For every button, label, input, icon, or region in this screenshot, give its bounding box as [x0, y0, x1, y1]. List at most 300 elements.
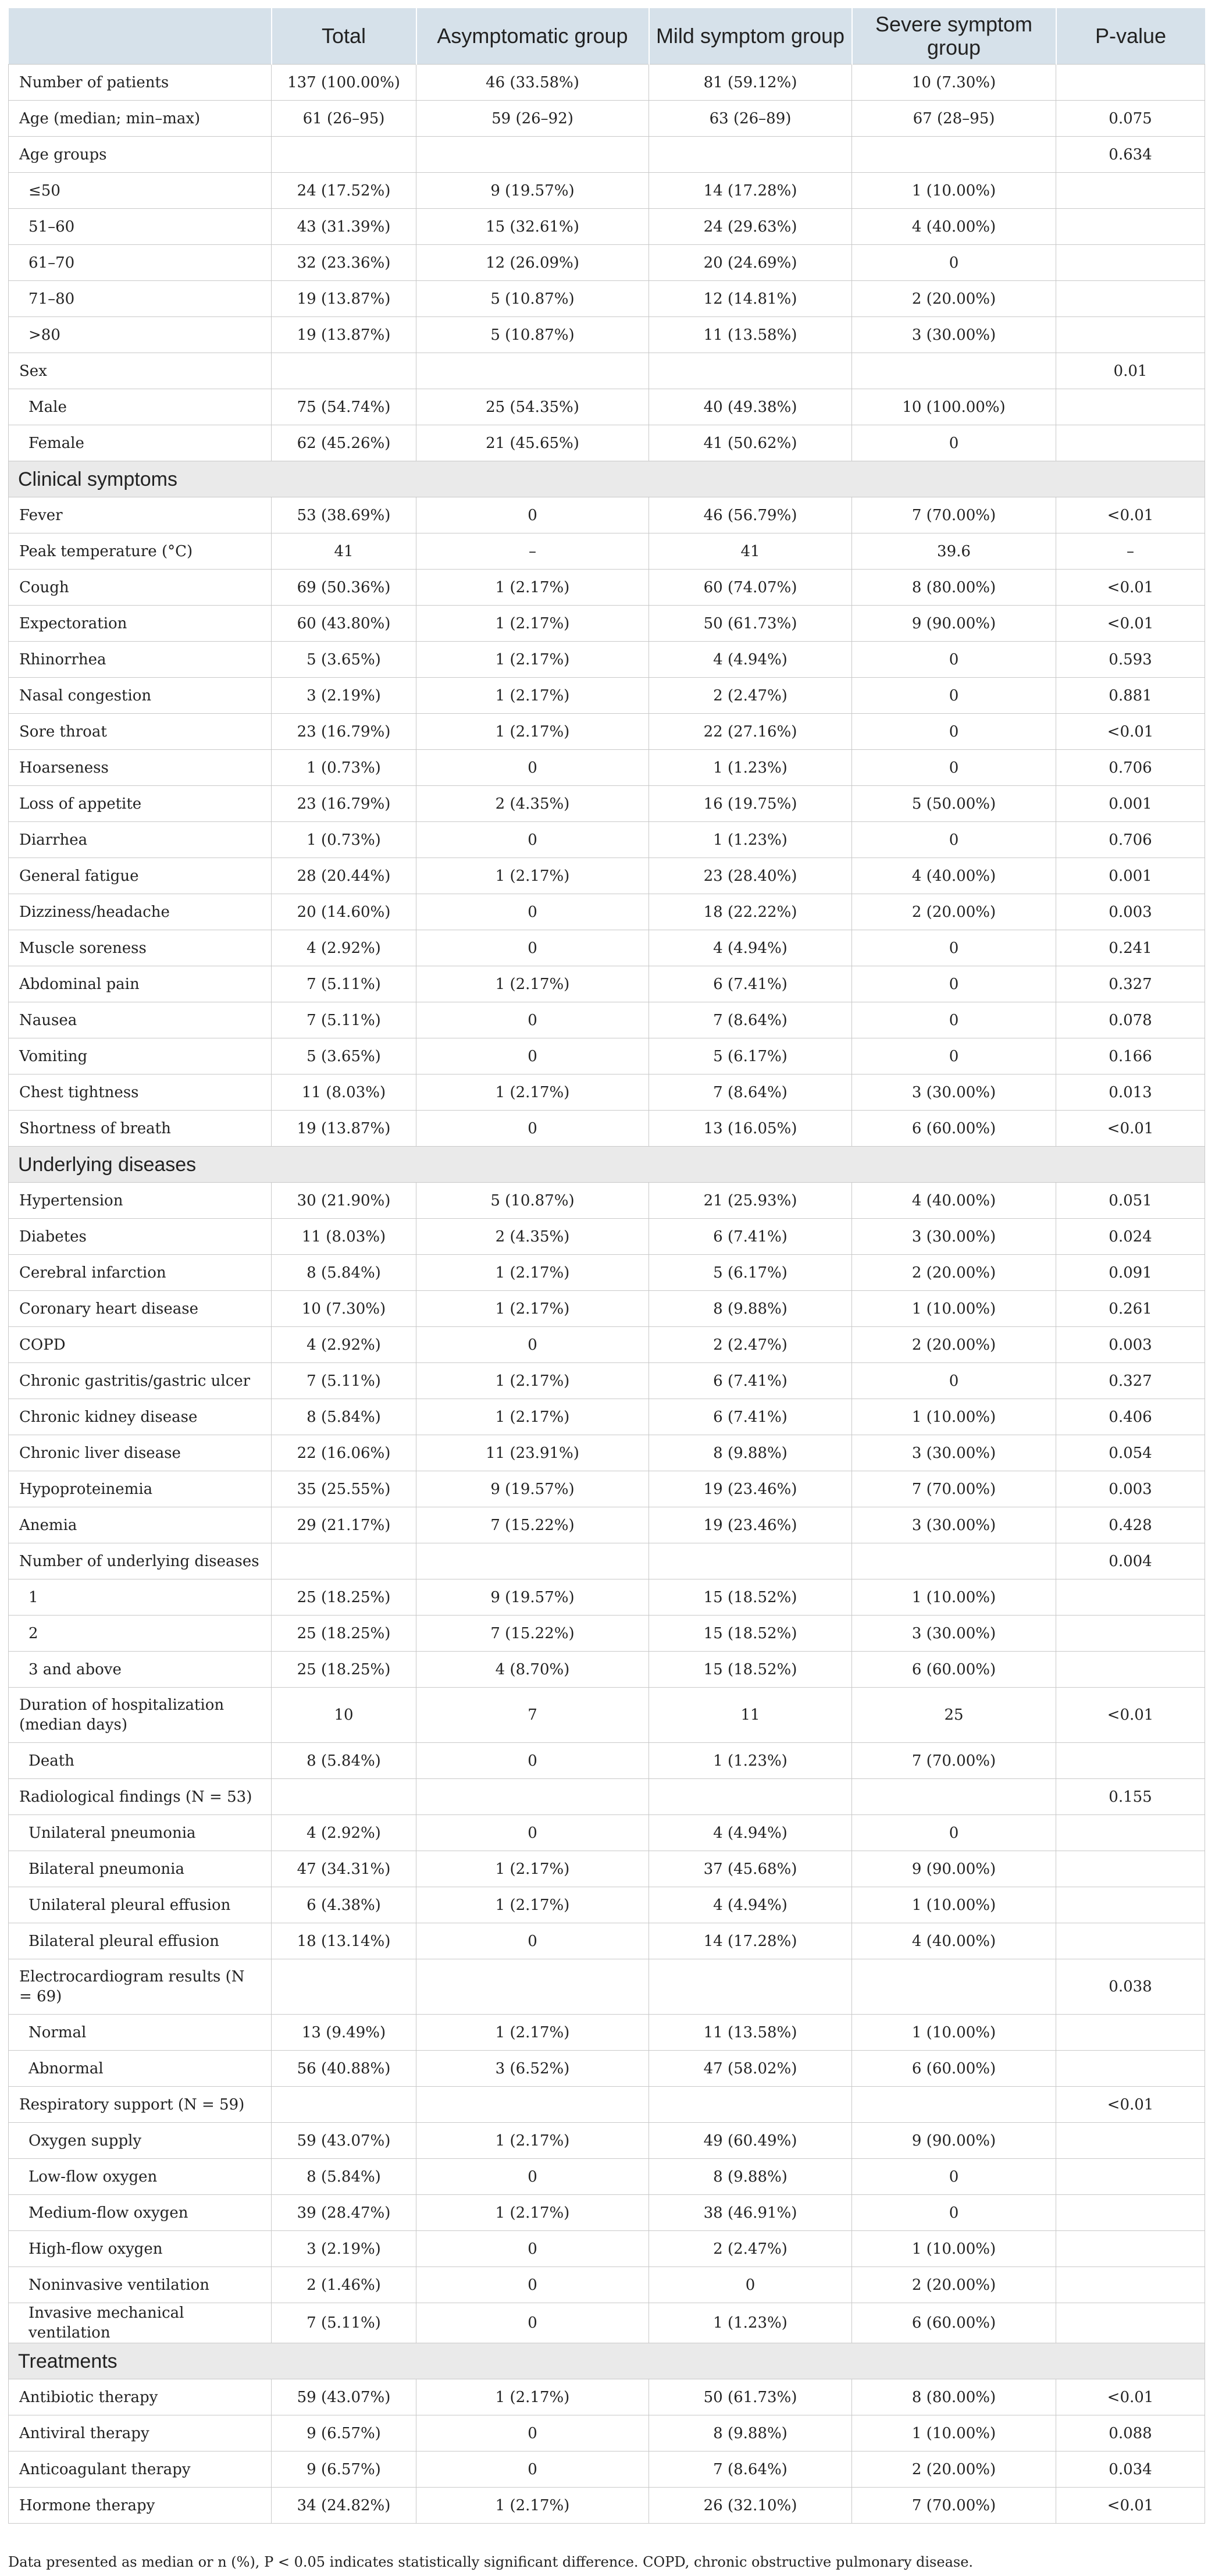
table-cell: 0 [852, 2159, 1056, 2195]
table-cell: 6 (7.41%) [649, 1399, 852, 1435]
row-label: Shortness of breath [9, 1111, 272, 1147]
row-label: 61–70 [9, 245, 272, 281]
table-cell: 19 (23.46%) [649, 1471, 852, 1507]
table-cell: 0 [852, 750, 1056, 786]
table-cell: 3 (30.00%) [852, 1074, 1056, 1111]
table-cell [1056, 2231, 1205, 2267]
table-cell: 9 (90.00%) [852, 606, 1056, 642]
table-cell [1056, 209, 1205, 245]
table-cell: 1 (2.17%) [416, 2123, 649, 2159]
table-cell: 7 (70.00%) [852, 2488, 1056, 2524]
table-row [9, 2231, 1205, 2267]
table-cell: 2 (4.35%) [416, 786, 649, 822]
table-cell: 43 (31.39%) [272, 209, 416, 245]
table-cell: 4 (40.00%) [852, 209, 1056, 245]
header-row [9, 8, 1205, 65]
header-cell-0 [9, 8, 272, 65]
table-cell: 0.091 [1056, 1255, 1205, 1291]
table-row [9, 1291, 1205, 1327]
table-cell: 21 (45.65%) [416, 425, 649, 461]
table-cell: 11 (23.91%) [416, 1435, 649, 1471]
section-header-row [9, 461, 1205, 497]
table-cell: 0.706 [1056, 750, 1205, 786]
table-row [9, 1743, 1205, 1779]
table-cell: 5 (50.00%) [852, 786, 1056, 822]
table-cell: 41 [272, 533, 416, 570]
table-row [9, 101, 1205, 137]
table-row [9, 2415, 1205, 2452]
table-row [9, 786, 1205, 822]
table-cell: 11 (8.03%) [272, 1219, 416, 1255]
table-cell: <0.01 [1056, 2488, 1205, 2524]
table-cell: 59 (43.07%) [272, 2123, 416, 2159]
row-label: Nasal congestion [9, 678, 272, 714]
table-cell: 0.051 [1056, 1183, 1205, 1219]
table-cell: 0 [649, 2267, 852, 2303]
row-label: Peak temperature (°C) [9, 533, 272, 570]
table-cell: 15 (18.52%) [649, 1616, 852, 1652]
table-cell: 1 (2.17%) [416, 1255, 649, 1291]
table-cell: 0 [416, 1111, 649, 1147]
table-cell: 7 (70.00%) [852, 1743, 1056, 1779]
table-cell: 9 (19.57%) [416, 1471, 649, 1507]
row-label: Duration of hospitalization (median days) [9, 1688, 272, 1743]
table-cell: 6 (60.00%) [852, 2051, 1056, 2087]
table-cell: 8 (80.00%) [852, 570, 1056, 606]
table-cell: 1 (10.00%) [852, 1579, 1056, 1616]
table-cell: 2 (2.47%) [649, 2231, 852, 2267]
table-body [9, 65, 1205, 2524]
table-cell: 9 (6.57%) [272, 2452, 416, 2488]
table-cell: 25 (54.35%) [416, 389, 649, 425]
table-cell: 10 (7.30%) [272, 1291, 416, 1327]
table-cell [1056, 425, 1205, 461]
table-cell: 0.024 [1056, 1219, 1205, 1255]
table-cell: 18 (13.14%) [272, 1923, 416, 1959]
row-label: COPD [9, 1327, 272, 1363]
table-cell: 14 (17.28%) [649, 173, 852, 209]
table-row [9, 1219, 1205, 1255]
table-cell: 8 (9.88%) [649, 1291, 852, 1327]
table-row [9, 425, 1205, 461]
table-cell: 0.634 [1056, 137, 1205, 173]
table-cell: 0.428 [1056, 1507, 1205, 1543]
table-cell: 0 [416, 894, 649, 930]
table-row [9, 353, 1205, 389]
table-cell: 1 (2.17%) [416, 714, 649, 750]
table-cell: 23 (16.79%) [272, 786, 416, 822]
table-cell: 19 (13.87%) [272, 317, 416, 353]
table-cell: 35 (25.55%) [272, 1471, 416, 1507]
row-label: Muscle soreness [9, 930, 272, 966]
table-cell: 0 [852, 930, 1056, 966]
row-label: Sore throat [9, 714, 272, 750]
table-cell: 56 (40.88%) [272, 2051, 416, 2087]
table-cell: 0 [852, 1815, 1056, 1851]
table-cell: 0.406 [1056, 1399, 1205, 1435]
table-cell: 22 (16.06%) [272, 1435, 416, 1471]
table-cell: 2 (2.47%) [649, 678, 852, 714]
table-cell: 0 [416, 2231, 649, 2267]
table-cell: 2 (2.47%) [649, 1327, 852, 1363]
table-cell: 60 (74.07%) [649, 570, 852, 606]
table-cell: 24 (29.63%) [649, 209, 852, 245]
table-cell [1056, 1923, 1205, 1959]
table-cell: 22 (27.16%) [649, 714, 852, 750]
table-row [9, 2015, 1205, 2051]
table-cell: 7 (15.22%) [416, 1507, 649, 1543]
table-cell: 1 (2.17%) [416, 678, 649, 714]
table-cell: 7 (8.64%) [649, 1002, 852, 1038]
table-row [9, 389, 1205, 425]
row-label: Female [9, 425, 272, 461]
table-cell [1056, 173, 1205, 209]
table-cell: 21 (25.93%) [649, 1183, 852, 1219]
table-cell: 32 (23.36%) [272, 245, 416, 281]
table-cell: 25 [852, 1688, 1056, 1743]
table-cell: 8 (5.84%) [272, 1743, 416, 1779]
table-cell: 3 (30.00%) [852, 1219, 1056, 1255]
table-cell: 41 (50.62%) [649, 425, 852, 461]
table-row [9, 822, 1205, 858]
table-cell: 0.075 [1056, 101, 1205, 137]
table-cell: 26 (32.10%) [649, 2488, 852, 2524]
table-cell: 23 (16.79%) [272, 714, 416, 750]
table-row [9, 1111, 1205, 1147]
table-cell: 59 (26–92) [416, 101, 649, 137]
table-cell: 1 (1.23%) [649, 2303, 852, 2343]
table-cell [649, 1959, 852, 2015]
table-cell: 2 (20.00%) [852, 2452, 1056, 2488]
table-cell: 0 [852, 2195, 1056, 2231]
table-row [9, 2195, 1205, 2231]
table-row [9, 497, 1205, 533]
row-label: 1 [9, 1579, 272, 1616]
table-cell: 4 (40.00%) [852, 858, 1056, 894]
table-cell [1056, 1887, 1205, 1923]
table-row [9, 1959, 1205, 2015]
table-cell: 7 (5.11%) [272, 1363, 416, 1399]
table-cell: 19 (13.87%) [272, 1111, 416, 1147]
table-cell: 0.001 [1056, 858, 1205, 894]
table-cell: 1 (2.17%) [416, 1074, 649, 1111]
table-cell: 1 (10.00%) [852, 2231, 1056, 2267]
table-cell: 7 (5.11%) [272, 966, 416, 1002]
row-label: Bilateral pleural effusion [9, 1923, 272, 1959]
table-cell: 1 (10.00%) [852, 1291, 1056, 1327]
table-cell: 0 [416, 2267, 649, 2303]
patient-characteristics-table [8, 8, 1205, 2524]
table-cell: 1 (2.17%) [416, 966, 649, 1002]
table-cell: 8 (5.84%) [272, 1399, 416, 1435]
table-cell [852, 1543, 1056, 1579]
table-cell: 4 (4.94%) [649, 642, 852, 678]
table-cell [649, 1543, 852, 1579]
section-title: Clinical symptoms [9, 461, 1205, 497]
table-cell: 0.327 [1056, 966, 1205, 1002]
table-cell: 0.088 [1056, 2415, 1205, 2452]
row-label: Anticoagulant therapy [9, 2452, 272, 2488]
table-cell: 11 (13.58%) [649, 2015, 852, 2051]
table-cell: 0.054 [1056, 1435, 1205, 1471]
table-cell: <0.01 [1056, 570, 1205, 606]
table-cell: 20 (24.69%) [649, 245, 852, 281]
row-label: Electrocardiogram results (N = 69) [9, 1959, 272, 2015]
table-cell [1056, 317, 1205, 353]
table-cell: 0.261 [1056, 1291, 1205, 1327]
table-cell: 0 [416, 497, 649, 533]
table-row [9, 2051, 1205, 2087]
table-cell: 11 [649, 1688, 852, 1743]
table-cell [1056, 2015, 1205, 2051]
row-label: Chest tightness [9, 1074, 272, 1111]
section-title: Treatments [9, 2343, 1205, 2379]
row-label: Diabetes [9, 1219, 272, 1255]
table-cell: 50 (61.73%) [649, 606, 852, 642]
table-cell: 30 (21.90%) [272, 1183, 416, 1219]
table-cell: 0.166 [1056, 1038, 1205, 1074]
table-cell: 6 (4.38%) [272, 1887, 416, 1923]
table-row [9, 2303, 1205, 2343]
table-cell: 9 (19.57%) [416, 173, 649, 209]
table-cell: 60 (43.80%) [272, 606, 416, 642]
table-cell: 11 (13.58%) [649, 317, 852, 353]
table-cell: 0 [852, 714, 1056, 750]
table-row [9, 642, 1205, 678]
row-label: Oxygen supply [9, 2123, 272, 2159]
table-cell: 61 (26–95) [272, 101, 416, 137]
table-cell: 1 (1.23%) [649, 1743, 852, 1779]
table-cell: 1 (10.00%) [852, 1399, 1056, 1435]
table-cell: 5 (10.87%) [416, 281, 649, 317]
table-cell [852, 1959, 1056, 2015]
table-cell: 0 [852, 425, 1056, 461]
table-cell: 50 (61.73%) [649, 2379, 852, 2415]
table-cell: 75 (54.74%) [272, 389, 416, 425]
table-cell: 1 (1.23%) [649, 822, 852, 858]
table-cell: <0.01 [1056, 606, 1205, 642]
header-cell-asymptomatic: Asymptomatic group [416, 8, 649, 65]
table-cell: 0.327 [1056, 1363, 1205, 1399]
table-cell: 59 (43.07%) [272, 2379, 416, 2415]
table-cell: 4 (40.00%) [852, 1183, 1056, 1219]
row-label: Hypertension [9, 1183, 272, 1219]
table-cell: 2 (20.00%) [852, 1327, 1056, 1363]
row-label: Noninvasive ventilation [9, 2267, 272, 2303]
table-cell: 2 (20.00%) [852, 2267, 1056, 2303]
table-cell: 7 (5.11%) [272, 1002, 416, 1038]
table-cell: 0 [416, 2159, 649, 2195]
table-cell: 18 (22.22%) [649, 894, 852, 930]
table-row [9, 1327, 1205, 1363]
table-cell: 0 [416, 2303, 649, 2343]
table-row [9, 1616, 1205, 1652]
table-cell: 1 (2.17%) [416, 1851, 649, 1887]
table-row [9, 1074, 1205, 1111]
table-row [9, 894, 1205, 930]
table-cell: 2 (20.00%) [852, 1255, 1056, 1291]
table-cell: 4 (8.70%) [416, 1652, 649, 1688]
table-cell: 10 (7.30%) [852, 65, 1056, 101]
table-cell [416, 353, 649, 389]
row-label: ≤50 [9, 173, 272, 209]
table-cell: 1 (10.00%) [852, 2415, 1056, 2452]
table-cell [1056, 2267, 1205, 2303]
table-cell: 19 (23.46%) [649, 1507, 852, 1543]
table-cell: 1 (0.73%) [272, 750, 416, 786]
table-cell [272, 2087, 416, 2123]
table-cell [649, 1779, 852, 1815]
table-row [9, 137, 1205, 173]
table-cell: 38 (46.91%) [649, 2195, 852, 2231]
table-cell [1056, 1616, 1205, 1652]
table-cell [416, 1779, 649, 1815]
table-cell: 0 [416, 1327, 649, 1363]
table-cell: 6 (60.00%) [852, 2303, 1056, 2343]
row-label: Low-flow oxygen [9, 2159, 272, 2195]
table-row [9, 2488, 1205, 2524]
table-row [9, 1255, 1205, 1291]
row-label: Expectoration [9, 606, 272, 642]
row-label: Respiratory support (N = 59) [9, 2087, 272, 2123]
table-cell: 0 [852, 966, 1056, 1002]
table-cell: 24 (17.52%) [272, 173, 416, 209]
row-label: Diarrhea [9, 822, 272, 858]
table-cell: 1 (2.17%) [416, 570, 649, 606]
table-cell: 46 (56.79%) [649, 497, 852, 533]
table-cell: <0.01 [1056, 1688, 1205, 1743]
table-row [9, 1923, 1205, 1959]
table-cell: 0.241 [1056, 930, 1205, 966]
table-cell: 8 (5.84%) [272, 1255, 416, 1291]
row-label: Rhinorrhea [9, 642, 272, 678]
row-label: Nausea [9, 1002, 272, 1038]
table-row [9, 858, 1205, 894]
table-row [9, 570, 1205, 606]
table-cell: 4 (2.92%) [272, 1815, 416, 1851]
table-cell: 37 (45.68%) [649, 1851, 852, 1887]
section-header-row [9, 2343, 1205, 2379]
table-cell: 20 (14.60%) [272, 894, 416, 930]
table-cell: 16 (19.75%) [649, 786, 852, 822]
table-cell [1056, 281, 1205, 317]
table-cell: 69 (50.36%) [272, 570, 416, 606]
table-row [9, 1183, 1205, 1219]
row-label: Number of patients [9, 65, 272, 101]
table-cell: 0 [852, 1002, 1056, 1038]
table-row [9, 1399, 1205, 1435]
table-row [9, 1002, 1205, 1038]
table-cell: 47 (34.31%) [272, 1851, 416, 1887]
table-row [9, 1507, 1205, 1543]
table-cell: 1 (2.17%) [416, 2488, 649, 2524]
table-cell: 49 (60.49%) [649, 2123, 852, 2159]
table-cell [416, 137, 649, 173]
table-row [9, 533, 1205, 570]
row-label: Hypoproteinemia [9, 1471, 272, 1507]
row-label: General fatigue [9, 858, 272, 894]
table-cell: 0.003 [1056, 894, 1205, 930]
table-cell: 7 (70.00%) [852, 1471, 1056, 1507]
table-cell: 1 (2.17%) [416, 2379, 649, 2415]
table-cell: 1 (10.00%) [852, 1887, 1056, 1923]
row-label: 51–60 [9, 209, 272, 245]
table-row [9, 2379, 1205, 2415]
table-cell [416, 1959, 649, 2015]
table-cell: 0 [416, 822, 649, 858]
table-cell: 0 [852, 245, 1056, 281]
table-cell [1056, 65, 1205, 101]
table-row [9, 2159, 1205, 2195]
table-cell [1056, 1815, 1205, 1851]
table-cell: 3 (2.19%) [272, 678, 416, 714]
row-label: Vomiting [9, 1038, 272, 1074]
table-row [9, 1363, 1205, 1399]
table-cell: 1 (2.17%) [416, 1399, 649, 1435]
table-cell [1056, 1652, 1205, 1688]
table-cell: 13 (9.49%) [272, 2015, 416, 2051]
table-cell: 6 (60.00%) [852, 1111, 1056, 1147]
table-row [9, 245, 1205, 281]
table-row [9, 1435, 1205, 1471]
table-cell [649, 137, 852, 173]
table-row [9, 966, 1205, 1002]
table-cell: 39.6 [852, 533, 1056, 570]
table-row [9, 750, 1205, 786]
table-cell [649, 353, 852, 389]
table-cell: 29 (21.17%) [272, 1507, 416, 1543]
header-cell-mild: Mild symptom group [649, 8, 852, 65]
row-label: High-flow oxygen [9, 2231, 272, 2267]
table-cell: <0.01 [1056, 2087, 1205, 2123]
table-row [9, 317, 1205, 353]
table-cell: 6 (7.41%) [649, 966, 852, 1002]
table-cell: 67 (28–95) [852, 101, 1056, 137]
table-cell: 6 (60.00%) [852, 1652, 1056, 1688]
table-cell: 0 [852, 1363, 1056, 1399]
table-cell: 10 [272, 1688, 416, 1743]
table-row [9, 1543, 1205, 1579]
table-cell: 0.034 [1056, 2452, 1205, 2488]
table-row [9, 1815, 1205, 1851]
table-cell: 1 (10.00%) [852, 173, 1056, 209]
table-cell: 0 [416, 1743, 649, 1779]
table-cell: 0.881 [1056, 678, 1205, 714]
row-label: Loss of appetite [9, 786, 272, 822]
row-label: Dizziness/headache [9, 894, 272, 930]
table-cell [1056, 245, 1205, 281]
row-label: Invasive mechanical ventilation [9, 2303, 272, 2343]
table-cell [852, 353, 1056, 389]
table-cell: 15 (32.61%) [416, 209, 649, 245]
table-cell: 0 [852, 822, 1056, 858]
table-cell [272, 1779, 416, 1815]
table-cell: 1 (0.73%) [272, 822, 416, 858]
table-row [9, 1652, 1205, 1688]
table-cell: 5 (6.17%) [649, 1038, 852, 1074]
row-label: Fever [9, 497, 272, 533]
table-cell: 1 (1.23%) [649, 750, 852, 786]
table-cell: 25 (18.25%) [272, 1652, 416, 1688]
table-cell: 3 (2.19%) [272, 2231, 416, 2267]
table-cell: 2 (1.46%) [272, 2267, 416, 2303]
table-row [9, 2267, 1205, 2303]
table-cell: 7 (8.64%) [649, 2452, 852, 2488]
table-cell [1056, 2123, 1205, 2159]
table-row [9, 606, 1205, 642]
table-cell: 4 (4.94%) [649, 930, 852, 966]
table-cell: 4 (4.94%) [649, 1887, 852, 1923]
